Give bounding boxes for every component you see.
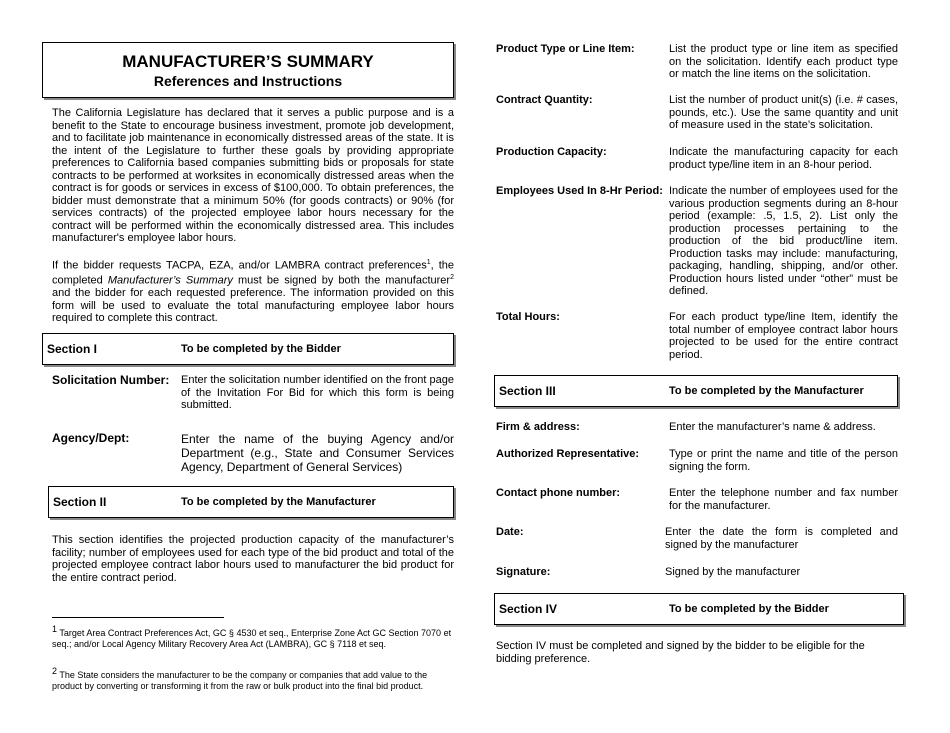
date-text: Enter the date the form is completed and signed by the manufacturer [665, 526, 898, 551]
employees-used-text: Indicate the number of employees used for the various production segments during an 8-hour period (example: .5, 1.5, 2). List only the production processes pertaining to the production of the bid product/line item. Production tasks may include: manufacturing, packaging, handling, shipping, and/or other. Production hours listed under “other” must be defined. [669, 185, 898, 297]
contact-phone-label: Contact phone number: [496, 487, 621, 499]
firm-address-text: Enter the manufacturer’s name & address. [669, 421, 876, 433]
production-capacity-text: Indicate the manufacturing capacity for each product type/line item in an 8-hour period. [669, 146, 898, 171]
authorized-rep-label: Authorized Representative: [496, 448, 640, 460]
intro-text-d: must be signed by both the manufacturer [232, 274, 451, 287]
total-hours-label: Total Hours: [496, 311, 560, 323]
footnote-divider [52, 617, 224, 618]
intro-paragraph-1: The California Legislature has declared that it serves a public purpose and is a benefit to the State to encourage business investment, promote job development, and to facilitate job maintenance in economically distressed areas of the state. It is the intent of the Legislature to further these goals by providing appropriate preferences to California based companies submitting bids or proposals for state contracts to be performed at worksites in economically distressed areas when the contract is for goods or services in excess of $100,000. To obtain preferences, the bidder must demonstrate that a minimum 50% (for goods contracts) or 90% (for services contracts) of the projected employee labor hours necessary for the contract will be performed within the economically distressed area. This includes manufacturer's employee labor hours. [52, 107, 454, 244]
product-type-text: List the product type or line item as specified on the solicitation. Identify each product type or match the line items on the solicitation. [669, 43, 898, 80]
solicitation-number-label: Solicitation Number: [52, 373, 170, 387]
section-4-desc: To be completed by the Bidder [669, 603, 829, 615]
page-title: MANUFACTURER’S SUMMARY [122, 52, 374, 71]
intro-text-a: If the bidder requests TACPA, EZA, and/or LAMBRA contract preferences [52, 259, 427, 272]
section-3-name: Section III [499, 384, 556, 398]
signature-text: Signed by the manufacturer [665, 566, 801, 578]
production-capacity-label: Production Capacity: [496, 146, 607, 158]
title-box [42, 42, 454, 98]
contract-quantity-label: Contract Quantity: [496, 94, 593, 106]
section-4-header [494, 593, 904, 625]
total-hours-text: For each product type/line Item, identify the total number of employee contract labor hours projected to be used for the entire contract period. [669, 311, 898, 361]
contact-phone-text: Enter the telephone number and fax number for the manufacturer. [669, 487, 898, 512]
section-2-paragraph: This section identifies the projected production capacity of the manufacturer’s facility; number of employees used for each type of the bid product and total of the projected employee contract labor hours used to manufacturer the bid product for the entire contract period. [52, 534, 454, 584]
section-1-name: Section I [47, 342, 98, 356]
footnote-2-number: 2 [52, 666, 58, 676]
section-1-desc: To be completed by the Bidder [181, 343, 341, 355]
section-2-name: Section II [53, 495, 107, 509]
authorized-rep-text: Type or print the name and title of the person signing the form. [669, 448, 898, 473]
agency-dept-label: Agency/Dept: [52, 431, 130, 445]
agency-dept-text: Enter the name of the buying Agency and/or Department (e.g., State and Consumer Services Agency, Department of General Services) [181, 432, 454, 474]
section-2-header [48, 486, 454, 518]
footnote-2 [52, 666, 454, 692]
footnote-1-number: 1 [52, 624, 58, 634]
section-3-desc: To be completed by the Manufacturer [669, 385, 864, 397]
intro-paragraph-2 [52, 257, 454, 325]
footnote-1 [52, 624, 454, 650]
signature-label: Signature: [496, 566, 551, 578]
intro-text-e: and the bidder for each requested preference. The information provided on this form will be used to evaluate the total manufacturing employee labor hours required to complete this contract. [52, 287, 454, 325]
section-3-header [494, 375, 898, 407]
section-1-header [42, 333, 454, 365]
footnote-ref-1: 1 [426, 259, 431, 266]
page-subtitle: References and Instructions [153, 73, 343, 89]
date-label: Date: [496, 526, 524, 538]
section-2-desc: To be completed by the Manufacturer [181, 496, 376, 508]
contract-quantity-text: List the number of product unit(s) (i.e. # cases, pounds, etc.). Use the same quantity and unit of measure used in the state’s solicitation. [669, 94, 898, 131]
footnote-2-text: The State considers the manufacturer to be the company or companies that add value to the product by converting or transforming it from the raw or bulk product into the final bid product. [52, 670, 428, 691]
intro-text-b: , the completed [52, 259, 455, 287]
product-type-label: Product Type or Line Item: [496, 43, 635, 55]
section-4-paragraph: Section IV must be completed and signed by the bidder to be eligible for the bidding preference. [496, 640, 865, 665]
solicitation-number-text: Enter the solicitation number identified on the front page of the Invitation For Bid for which this form is being submitted. [181, 374, 454, 411]
employees-used-label: Employees Used In 8-Hr Period: [496, 185, 663, 197]
footnote-ref-2: 2 [450, 274, 454, 282]
footnote-1-text: Target Area Contract Preferences Act, GC § 4530 et seq., Enterprise Zone Act GC Section 7070 et seq.; and/or Local Agency Military Recovery Area Act (LAMBRA), GC § 7118 et seq. [52, 628, 452, 649]
intro-text-form-name: Manufacturer’s Summary [107, 274, 233, 287]
firm-address-label: Firm & address: [496, 421, 580, 433]
section-4-name: Section IV [499, 602, 558, 616]
